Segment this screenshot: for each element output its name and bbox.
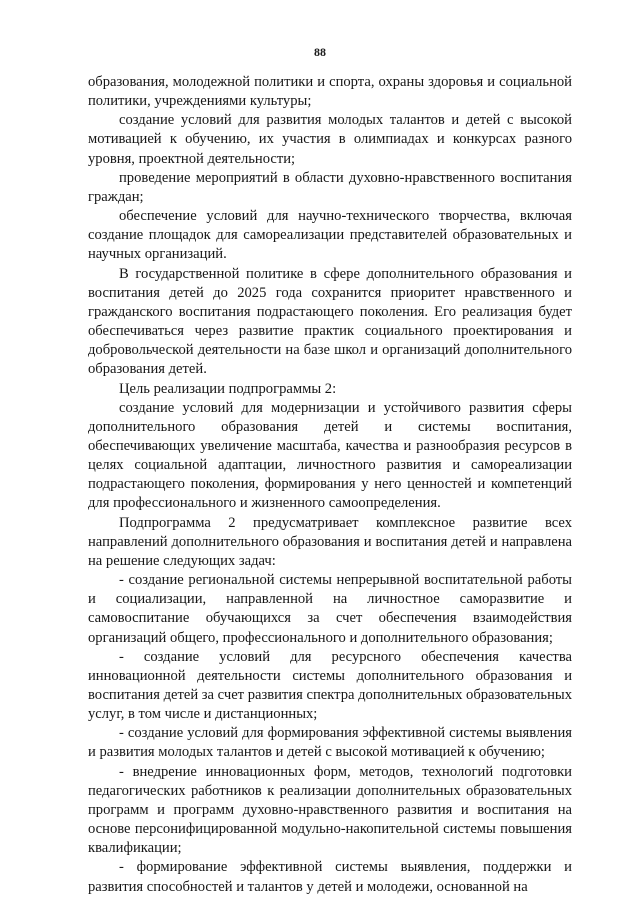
task-item: - внедрение инновационных форм, методов, технологий подготовки педагогических работников к реализации дополнительных образовательных программ и программ духовно-нравственного развития и воспитания на основе персонифицированной модульно-накопительной системы повышения квалификации;: [88, 763, 572, 857]
paragraph-continuation: образования, молодежной политики и спорта, охраны здоровья и социальной политики, учреждениями культуры;: [88, 74, 572, 110]
task-item: - создание условий для ресурсного обеспечения качества инновационной деятельности системы дополнительного образования и воспитания детей за счет развития спектра дополнительных образовательных услуг, в том числе и дистанционных;: [88, 648, 572, 723]
paragraph-state-policy: В государственной политике в сфере дополнительного образования и воспитания детей до 2025 года сохранится приоритет нравственного и гражданского воспитания подрастающего поколения. Его реализация будет обеспечиваться через развитие практик социального проектирования и добровольческой деятельности на базе школ и организаций дополнительного образования детей.: [88, 265, 572, 378]
page-number: 88: [314, 45, 326, 59]
paragraph-goal: создание условий для модернизации и устойчивого развития сферы дополнительного образования детей и системы воспитания, обеспечивающих увеличение масштаба, качества и разнообразия ресурсов в целях социальной адаптации, личностного развития и самореализации подрастающего поколения, формирования у него ценностей и компетенций для профессионального и жизненного самоопределения.: [88, 399, 572, 512]
paragraph-talents: создание условий для развития молодых талантов и детей с высокой мотивацией к обучению, их участия в олимпиадах и конкурсах разного уровня, проектной деятельности;: [88, 112, 572, 167]
paragraph-technical-creativity: обеспечение условий для научно-технического творчества, включая создание площадок для самореализации представителей образовательных и научных организаций.: [88, 208, 572, 263]
paragraph-tasks-intro: Подпрограмма 2 предусматривает комплексное развитие всех направлений дополнительного образования и воспитания детей и направлена на решение следующих задач:: [88, 514, 572, 569]
task-item: - создание региональной системы непрерывной воспитательной работы и социализации, направленной на личностное саморазвитие и самовоспитание обучающихся за счет обеспечения взаимодействия организаций общего, профессионального и дополнительного образования;: [88, 572, 572, 646]
paragraph-spiritual-education: проведение мероприятий в области духовно-нравственного воспитания граждан;: [88, 169, 572, 205]
paragraph-goal-heading: Цель реализации подпрограммы 2:: [119, 380, 337, 397]
body-text: [88, 73, 572, 897]
task-item: - формирование эффективной системы выявления, поддержки и развития способностей и талантов у детей и молодежи, основанной на: [88, 859, 572, 895]
task-item: - создание условий для формирования эффективной системы выявления и развития молодых талантов и детей с высокой мотивацией к обучению;: [88, 725, 572, 761]
